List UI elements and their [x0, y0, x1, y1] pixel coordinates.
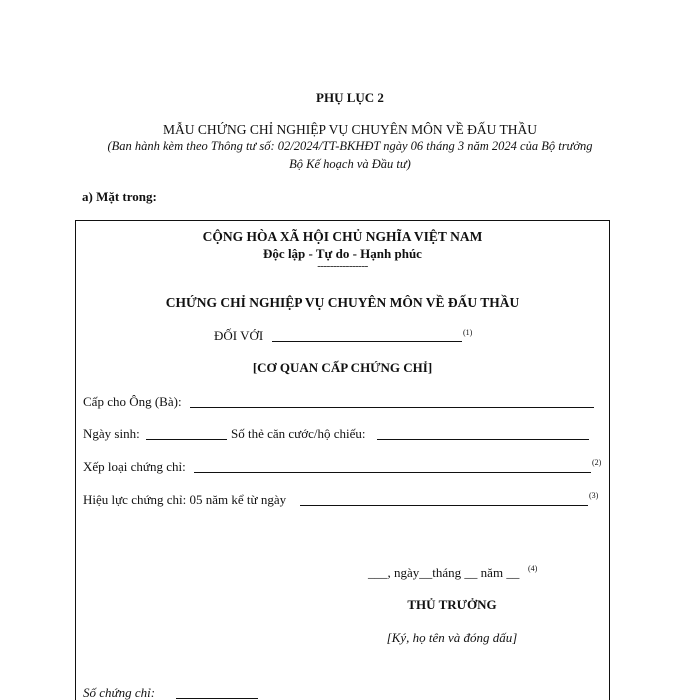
- grade-blank: [194, 472, 591, 473]
- note-1: (1): [463, 328, 473, 337]
- for-label: ĐỐI VỚI: [214, 328, 264, 343]
- date-nam: năm: [480, 565, 504, 580]
- id-blank: [377, 439, 589, 440]
- section-label: a) Mặt trong:: [82, 189, 157, 204]
- date-blank-day: __: [419, 565, 433, 580]
- signer-title: THỦ TRƯỞNG: [407, 597, 497, 612]
- issuer-placeholder: [CƠ QUAN CẤP CHỨNG CHỈ]: [252, 360, 433, 375]
- certificate-title: CHỨNG CHỈ NGHIỆP VỤ CHUYÊN MÔN VỀ ĐẤU THẦU: [165, 295, 520, 310]
- note-3: (3): [589, 491, 599, 500]
- date-blank-month: __: [464, 565, 478, 580]
- note-4: (4): [528, 564, 538, 573]
- date-thang: tháng: [432, 565, 462, 580]
- id-label: Số thẻ căn cước/hộ chiếu:: [231, 426, 366, 441]
- nation-title: CỘNG HÒA XÃ HỘI CHỦ NGHĨA VIỆT NAM: [202, 229, 483, 244]
- for-blank: [272, 341, 462, 342]
- dob-label: Ngày sinh:: [83, 426, 140, 441]
- issued-to-blank: [190, 407, 594, 408]
- appendix-title: PHỤ LỤC 2: [316, 90, 384, 105]
- date-blank-place: ___,: [368, 565, 391, 580]
- date-blank-year: __: [506, 565, 520, 580]
- issued-line-2: Bộ Kế hoạch và Đầu tư): [289, 157, 411, 171]
- signer-note: [Ký, họ tên và đóng dấu]: [386, 630, 518, 645]
- cert-number-label: Số chứng chỉ:: [83, 685, 156, 700]
- grade-label: Xếp loại chứng chỉ:: [83, 459, 186, 474]
- form-title: MẪU CHỨNG CHỈ NGHIỆP VỤ CHUYÊN MÔN VỀ ĐẤU THẦU: [162, 122, 538, 137]
- dob-blank: [146, 439, 227, 440]
- validity-label: Hiệu lực chứng chỉ: 05 năm kể từ ngày: [83, 492, 287, 507]
- date-ngay: ngày: [394, 565, 420, 580]
- motto-rule: ----------------: [317, 260, 368, 272]
- issued-to-label: Cấp cho Ông (Bà):: [83, 394, 182, 409]
- validity-blank: [300, 505, 588, 506]
- note-2: (2): [592, 458, 602, 467]
- issued-line-1: (Ban hành kèm theo Thông tư số: 02/2024/TT-BKHĐT ngày 06 tháng 3 năm 2024 của Bộ trưởng: [107, 139, 593, 153]
- cert-number-blank: [176, 698, 258, 699]
- date-line: [368, 565, 519, 581]
- motto: Độc lập - Tự do - Hạnh phúc: [263, 246, 422, 261]
